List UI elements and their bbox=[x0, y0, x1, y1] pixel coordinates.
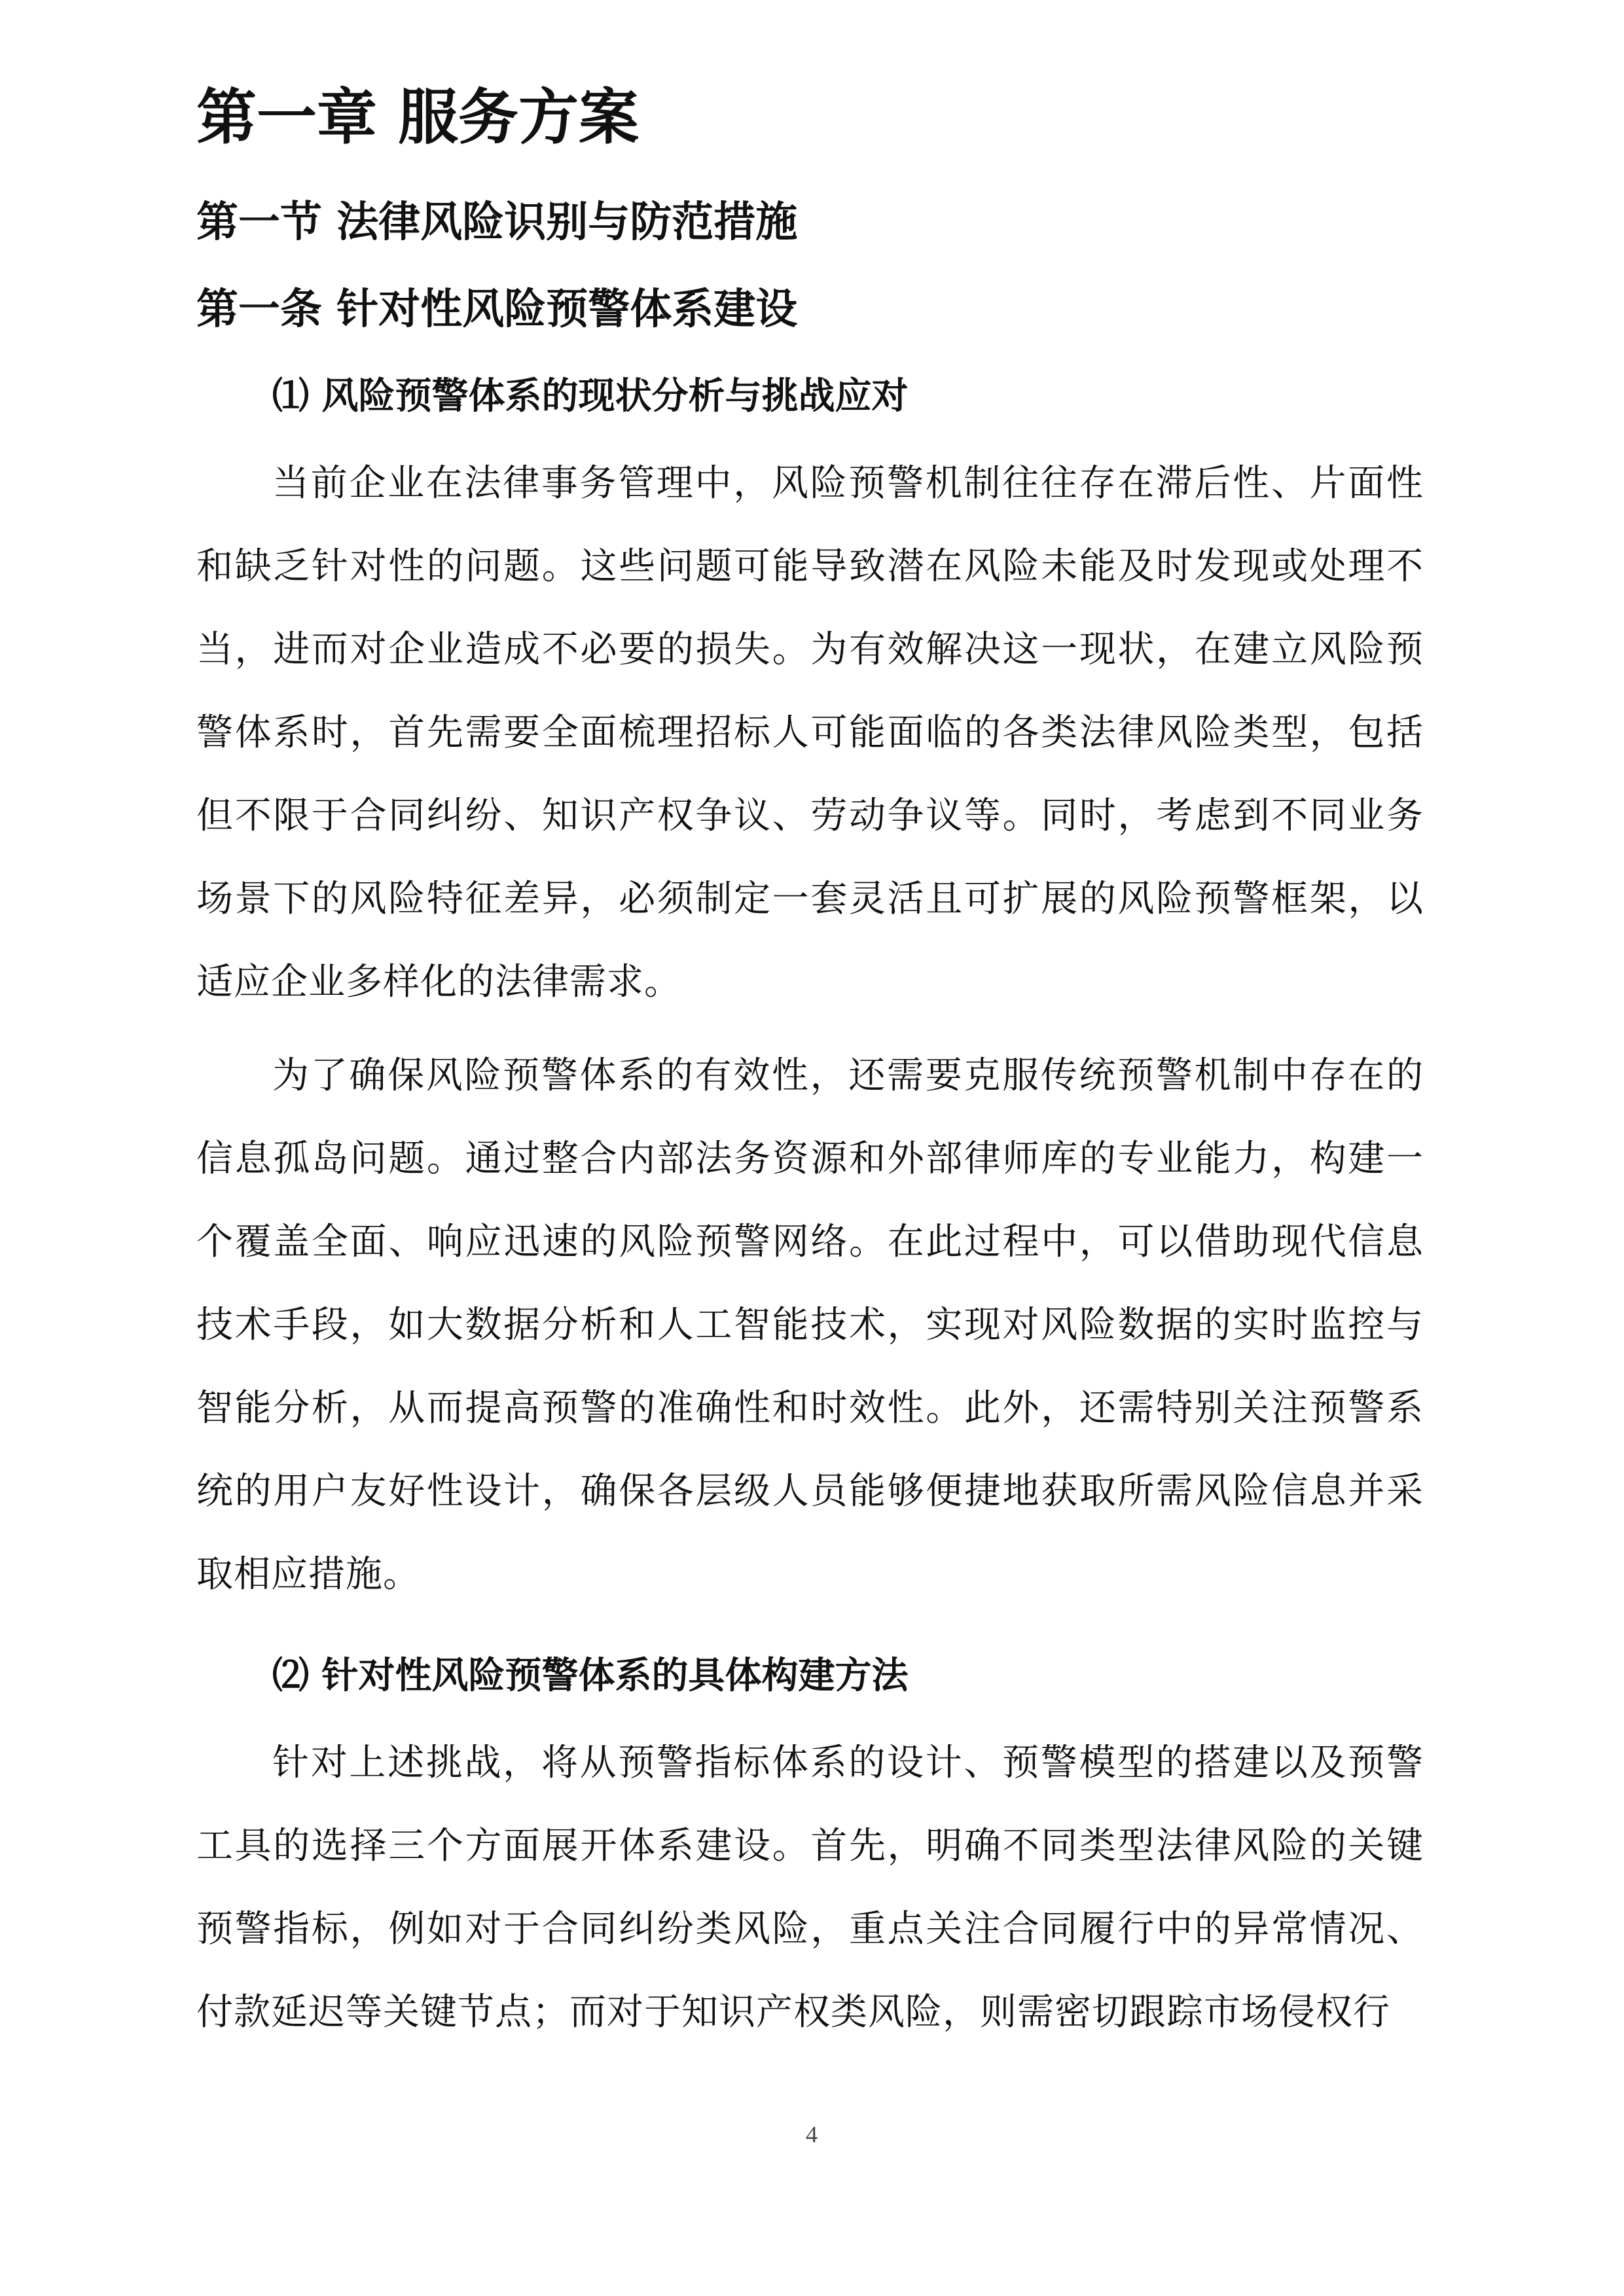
subsection-heading: ⑵ 针对性风险预警体系的具体构建方法 bbox=[272, 1654, 909, 1697]
section-title: 第一节 法律风险识别与防范措施 bbox=[196, 198, 798, 247]
body-paragraph: 当前企业在法律事务管理中，风险预警机制往往存在滞后性、片面性和缺乏针对性的问题。这些问题可能导致潜在风险未能及时发现或处理不当，进而对企业造成不必要的损失。为有效解决这一现状，在建立风险预警体系时，首先需要全面梳理招标人可能面临的各类法律风险类型，包括但不限于合同纠纷、知识产权争议、劳动争议等。同时，考虑到不同业务场景下的风险特征差异，必须制定一套灵活且可扩展的风险预警框架，以适应企业多样化的法律需求。 bbox=[196, 462, 1424, 1003]
chapter-title: 第一章 服务方案 bbox=[196, 82, 640, 152]
body-paragraph: 针对上述挑战，将从预警指标体系的设计、预警模型的搭建以及预警工具的选择三个方面展开体系建设。首先，明确不同类型法律风险的关键预警指标，例如对于合同纠纷类风险，重点关注合同履行中的异常情况、付款延迟等关键节点；而对于知识产权类风险，则需密切跟踪市场侵权行 bbox=[196, 1742, 1424, 2034]
article-title: 第一条 针对性风险预警体系建设 bbox=[196, 285, 798, 334]
page-number: 4 bbox=[806, 2121, 818, 2147]
body-paragraph: 为了确保风险预警体系的有效性，还需要克服传统预警机制中存在的信息孤岛问题。通过整合内部法务资源和外部律师库的专业能力，构建一个覆盖全面、响应迅速的风险预警网络。在此过程中，可以借助现代信息技术手段，如大数据分析和人工智能技术，实现对风险数据的实时监控与智能分析，从而提高预警的准确性和时效性。此外，还需特别关注预警系统的用户友好性设计，确保各层级人员能够便捷地获取所需风险信息并采取相应措施。 bbox=[196, 1054, 1424, 1596]
subsection-heading: ⑴ 风险预警体系的现状分析与挑战应对 bbox=[272, 374, 909, 418]
